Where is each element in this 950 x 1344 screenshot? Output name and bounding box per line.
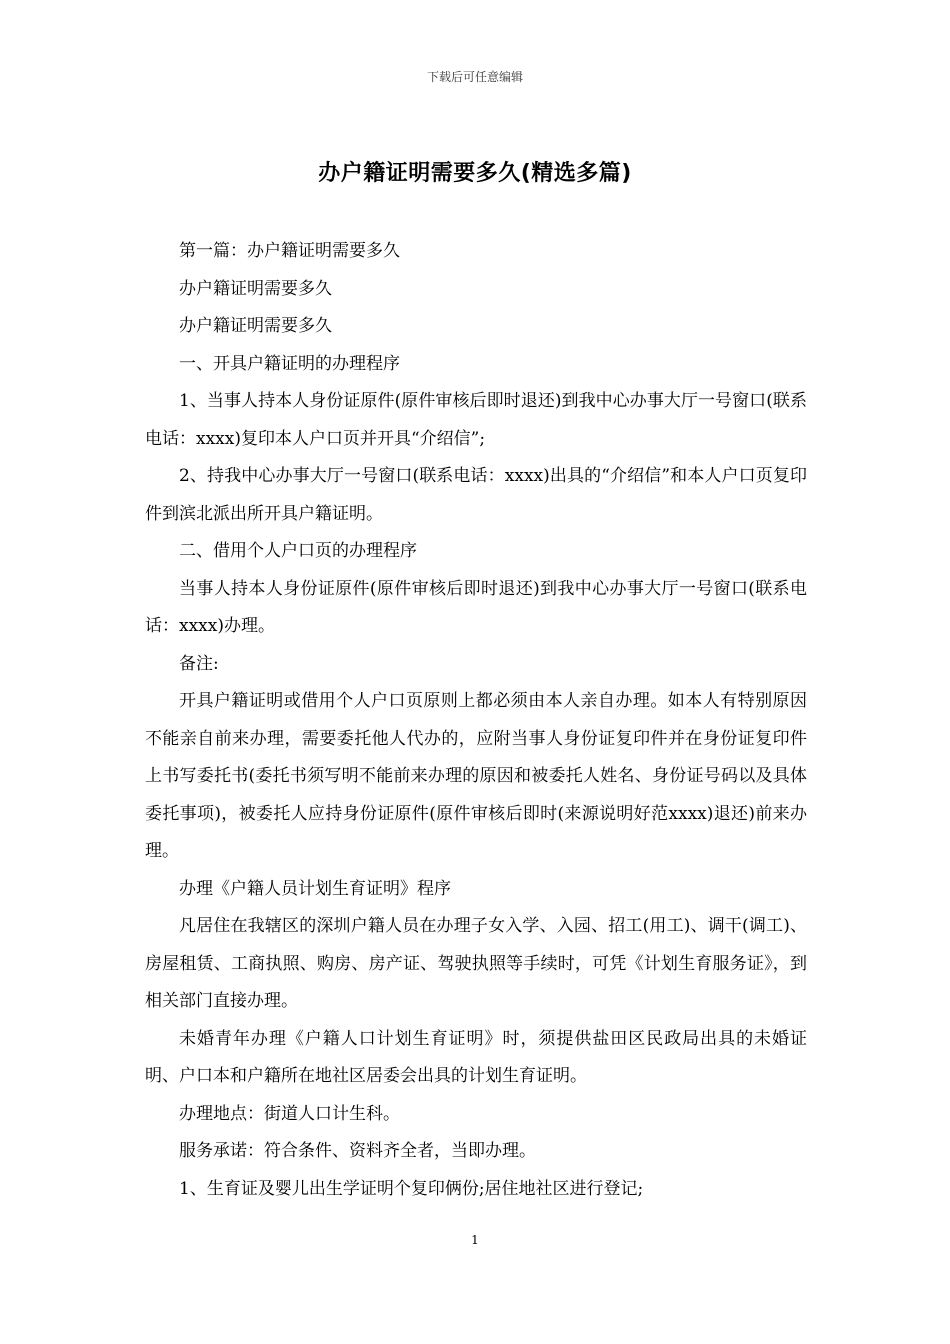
paragraph: 第一篇：办户籍证明需要多久 (179, 241, 400, 261)
paragraph: 凡居住在我辖区的深圳户籍人员在办理子女入学、入园、招工(用工)、调干(调工)、房屋租赁、工商执照、购房、房产证、驾驶执照等手续时，可凭《计划生育服务证》，到相关部门直接办理。 (145, 916, 807, 1011)
paragraph: 2、持我中心办事大厅一号窗口(联系电话：xxxx)出具的“介绍信”和本人户口页复印件到滨北派出所开具户籍证明。 (145, 466, 807, 524)
paragraph: 办户籍证明需要多久 (179, 316, 332, 336)
document-title: 办户籍证明需要多久(精选多篇) (318, 161, 632, 186)
paragraph: 办户籍证明需要多久 (179, 278, 332, 299)
paragraph: 办理地点：街道人口计生科。 (179, 1103, 400, 1124)
paragraph: 1、生育证及婴儿出生学证明个复印俩份;居住地社区进行登记; (179, 1178, 644, 1199)
paragraph: 未婚青年办理《户籍人口计划生育证明》时，须提供盐田区民政局出具的未婚证明、户口本和户籍所在地社区居委会出具的计划生育证明。 (145, 1028, 807, 1086)
header-note: 下载后可任意编辑 (426, 70, 523, 84)
paragraph: 办理《户籍人员计划生育证明》程序 (179, 878, 451, 899)
document-body (145, 233, 807, 1208)
paragraph: 备注: (179, 653, 219, 674)
section-heading: 一、开具户籍证明的办理程序 (179, 353, 400, 374)
paragraph: 当事人持本人身份证原件(原件审核后即时退还)到我中心办事大厅一号窗口(联系电话：xxxx)办理。 (145, 578, 807, 636)
paragraph: 开具户籍证明或借用个人户口页原则上都必须由本人亲自办理。如本人有特别原因不能亲自前来办理，需要委托他人代办的，应附当事人身份证复印件并在身份证复印件上书写委托书(委托书须写明不能前来办理的原因和被委托人姓名、身份证号码以及具体委托事项)，被委托人应持身份证原件(原件审核后即时(来源说明好范xxxx)退还)前来办理。 (145, 691, 807, 861)
paragraph: 1、当事人持本人身份证原件(原件审核后即时退还)到我中心办事大厅一号窗口(联系电话：xxxx)复印本人户口页并开具“介绍信”; (145, 391, 807, 449)
section-heading: 二、借用个人户口页的办理程序 (179, 541, 417, 561)
paragraph: 服务承诺：符合条件、资料齐全者，当即办理。 (179, 1141, 536, 1161)
page-number: 1 (471, 1233, 479, 1247)
